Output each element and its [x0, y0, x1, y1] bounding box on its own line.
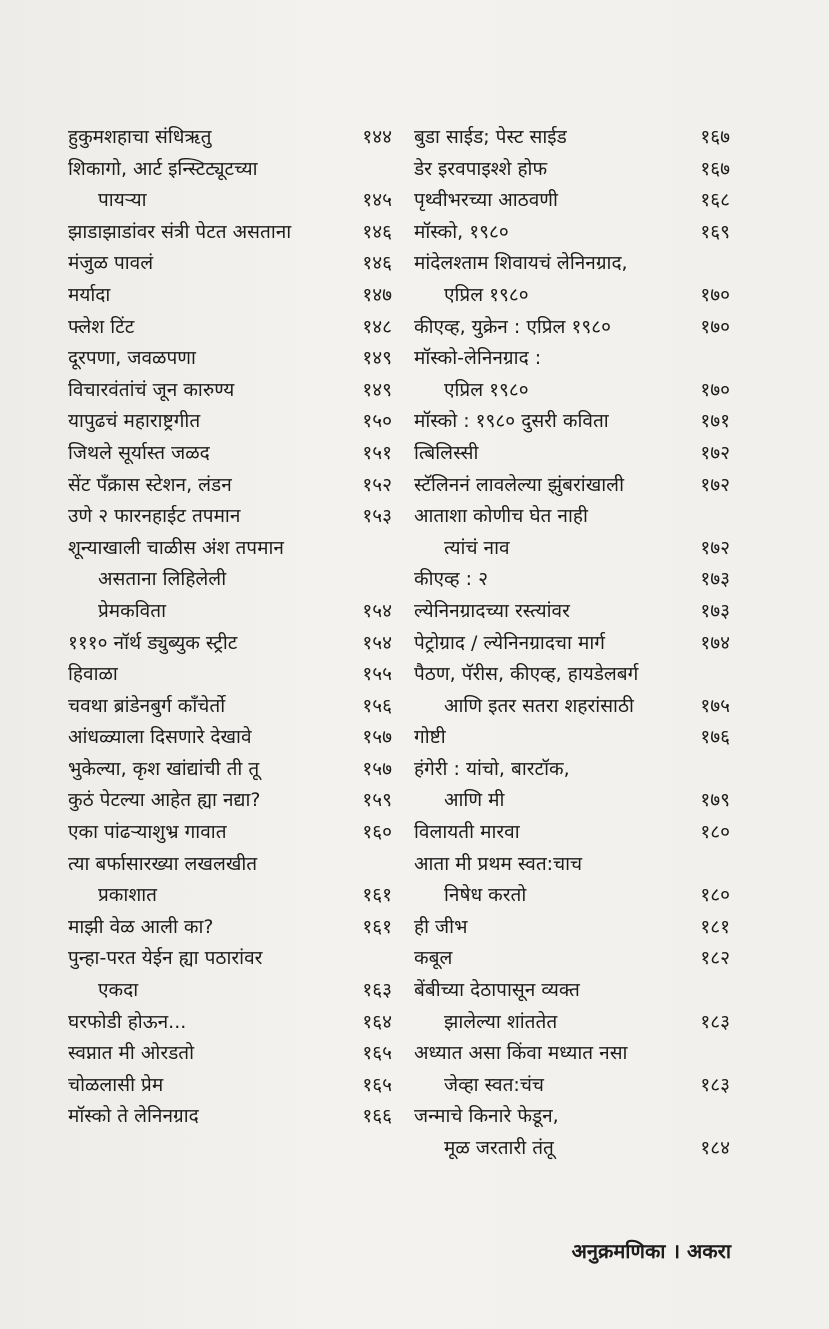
toc-entry — [414, 912, 730, 944]
toc-entry-title: जिथले सूर्यास्त जळद — [68, 441, 210, 464]
toc-entry-page: १५६ — [362, 694, 392, 717]
toc-entry-page: १८० — [700, 821, 730, 844]
toc-entry — [68, 564, 392, 596]
toc-entry-title: स्वप्नात मी ओरडतो — [68, 1042, 195, 1065]
toc-entry — [414, 438, 730, 470]
toc-entry-title: आताशा कोणीच घेत नाही — [414, 505, 588, 528]
toc-entry — [68, 943, 392, 975]
toc-entry-title: शिकागो, आर्ट इन्स्टिट्यूटच्या — [68, 157, 258, 180]
toc-entry-title: जन्माचे किनारे फेडून, — [414, 1105, 559, 1128]
toc-entry-title: झालेल्या शांततेत — [444, 1010, 558, 1033]
toc-entry — [68, 817, 392, 849]
toc-entry-title: अध्यात असा किंवा मध्यात नसा — [414, 1042, 628, 1065]
toc-entry — [68, 122, 392, 154]
toc-entry-title: पेट्रोग्राद / ल्येनिनग्रादचा मार्ग — [414, 631, 605, 654]
toc-entry-title: घरफोडी होऊन... — [68, 1010, 187, 1033]
toc-entry — [414, 1070, 730, 1102]
page-footer: अनुक्रमणिका । अकरा — [571, 1239, 731, 1263]
toc-entry-page: १६५ — [362, 1073, 392, 1096]
toc-entry-page: १४९ — [362, 347, 392, 370]
toc-entry — [414, 470, 730, 502]
toc-entry — [414, 533, 730, 565]
toc-entry-page: १६५ — [362, 1042, 392, 1065]
toc-entry — [68, 312, 392, 344]
toc-entry-page: १६७ — [700, 126, 730, 148]
toc-entry-page: १४५ — [362, 189, 392, 212]
toc-entry-title: जेव्हा स्वत:चंच — [444, 1073, 544, 1096]
toc-entry-page: १५४ — [362, 631, 392, 654]
toc-entry — [68, 722, 392, 754]
toc-entry-page: १४९ — [362, 378, 392, 401]
toc-entry — [414, 691, 730, 723]
toc-entry-title: कबूल — [414, 947, 453, 970]
toc-entry-title: सेंट पँक्रास स्टेशन, लंडन — [68, 473, 232, 496]
toc-entry-title: विचारवंतांचं जून कारुण्य — [68, 378, 235, 401]
toc-entry-title: १११० नॉर्थ ड्युब्युक स्ट्रीट — [68, 631, 238, 654]
toc-entry-page: १५५ — [362, 663, 392, 686]
toc-entry — [414, 880, 730, 912]
toc-entry-page: १७३ — [700, 599, 730, 622]
toc-entry — [414, 375, 730, 407]
toc-entry — [414, 312, 730, 344]
toc-entry-title: त्बिलिस्सी — [414, 441, 479, 464]
toc-entry-title: निषेध करतो — [444, 884, 527, 907]
toc-entry-page: १५७ — [362, 726, 392, 749]
toc-entry — [68, 217, 392, 249]
toc-entry-page: १७१ — [700, 410, 730, 433]
toc-entry — [68, 375, 392, 407]
toc-entry-page: १५२ — [362, 473, 392, 496]
toc-entry — [414, 1101, 730, 1133]
toc-entry — [414, 785, 730, 817]
toc-entry — [68, 1038, 392, 1070]
toc-entry — [68, 501, 392, 533]
toc-entry — [68, 659, 392, 691]
toc-entry-title: मंजुळ पावलं — [68, 252, 154, 275]
toc-entry-page: १५९ — [362, 789, 392, 812]
toc-entry-page: १७५ — [700, 694, 730, 717]
toc-entry — [68, 154, 392, 186]
toc-entry — [68, 596, 392, 628]
toc-entry-title: हुकुमशहाचा संधिऋतु — [68, 126, 212, 148]
toc-entry-title: मांदेलश्ताम शिवायचं लेनिनग्राद, — [414, 252, 628, 275]
toc-entry-title: यापुढचं महाराष्ट्रगीत — [68, 410, 201, 433]
toc-entry-page: १८४ — [700, 1137, 730, 1159]
toc-entry — [68, 975, 392, 1007]
toc-entry — [68, 1101, 392, 1133]
toc-entry-title: हिवाळा — [68, 663, 118, 686]
toc-entry-page: १५३ — [362, 505, 392, 528]
toc-entry-title: कीएव्ह, युक्रेन : एप्रिल १९८० — [414, 315, 611, 338]
toc-entry-title: पुन्हा-परत येईन ह्या पठारांवर — [68, 947, 263, 970]
toc-entry-title: मर्यादा — [68, 283, 111, 306]
toc-entry-title: आणि इतर सतरा शहरांसाठी — [444, 694, 634, 717]
toc-entry-title: स्टॅलिननं लावलेल्या झुंबरांखाली — [414, 473, 624, 496]
toc-entry — [414, 722, 730, 754]
toc-left-column — [68, 122, 392, 1133]
toc-entry — [68, 880, 392, 912]
toc-entry-page: १४८ — [362, 315, 392, 338]
toc-entry-page: १६१ — [362, 884, 392, 907]
toc-entry — [414, 248, 730, 280]
toc-entry-page: १६८ — [700, 189, 730, 212]
toc-entry-title: असताना लिहिलेली — [98, 568, 227, 591]
toc-entry-page: १६१ — [362, 915, 392, 938]
toc-entry-title: एकदा — [98, 979, 139, 1002]
toc-entry — [414, 343, 730, 375]
toc-entry-title: झाडाझाडांवर संत्री पेटत असताना — [68, 220, 292, 243]
toc-entry — [414, 217, 730, 249]
toc-entry — [414, 596, 730, 628]
toc-entry-title: चोळलासी प्रेम — [68, 1073, 164, 1096]
toc-entry-title: त्या बर्फासारख्या लखलखीत — [68, 852, 258, 875]
toc-entry-title: गोष्टी — [414, 726, 446, 749]
toc-entry-title: त्यांचं नाव — [444, 536, 510, 559]
toc-entry-title: पृथ्वीभरच्या आठवणी — [414, 189, 558, 212]
toc-entry-page: १७० — [700, 283, 730, 306]
toc-entry-title: बेंबीच्या देठापासून व्यक्त — [414, 979, 580, 1002]
toc-entry-title: बुडा साईड; पेस्ट साईड — [414, 126, 567, 148]
toc-entry — [414, 975, 730, 1007]
toc-entry-title: हंगेरी : यांचो, बारटॉक, — [414, 757, 570, 780]
toc-entry-title: ही जीभ — [414, 915, 468, 938]
toc-entry — [68, 533, 392, 565]
toc-entry — [414, 1133, 730, 1165]
toc-entry — [68, 280, 392, 312]
toc-entry-page: १८० — [700, 884, 730, 907]
toc-entry — [68, 628, 392, 660]
toc-entry — [414, 754, 730, 786]
toc-entry-title: एप्रिल १९८० — [444, 283, 529, 306]
toc-entry-title: आंधळ्याला दिसणारे देखावे — [68, 726, 252, 749]
toc-entry-page: १७९ — [700, 789, 730, 812]
toc-entry — [68, 1070, 392, 1102]
toc-entry-title: एप्रिल १९८० — [444, 378, 529, 401]
toc-entry — [68, 470, 392, 502]
toc-entry — [414, 943, 730, 975]
toc-entry-title: फ्लेश टिंट — [68, 315, 135, 338]
toc-entry-page: १७२ — [700, 536, 730, 559]
toc-entry — [68, 912, 392, 944]
toc-entry-title: कीएव्ह : २ — [414, 568, 488, 591]
toc-entry-title: मूळ जरतारी तंतू — [444, 1137, 554, 1159]
toc-entry — [414, 564, 730, 596]
toc-entry — [414, 501, 730, 533]
toc-entry-title: भुकेल्या, कृश खांद्यांची ती तू — [68, 757, 260, 780]
toc-entry-page: १४४ — [362, 126, 392, 148]
toc-entry — [68, 406, 392, 438]
toc-entry-title: पैठण, पॅरीस, कीएव्ह, हायडेलबर्ग — [414, 663, 639, 686]
toc-entry — [68, 185, 392, 217]
toc-entry-page: १४७ — [362, 283, 392, 306]
toc-entry-title: उणे २ फारनहाईट तपमान — [68, 505, 241, 528]
toc-entry — [68, 1007, 392, 1039]
toc-entry — [414, 122, 730, 154]
toc-entry-title: पायऱ्या — [98, 189, 147, 212]
toc-entry — [68, 691, 392, 723]
toc-entry — [414, 1007, 730, 1039]
toc-entry-page: १६९ — [700, 220, 730, 243]
toc-right-column — [414, 122, 730, 1165]
toc-entry — [414, 659, 730, 691]
toc-entry-title: आता मी प्रथम स्वत:चाच — [414, 852, 583, 875]
toc-entry-page: १७२ — [700, 441, 730, 464]
toc-entry-page: १८३ — [700, 1010, 730, 1033]
toc-entry-title: विलायती मारवा — [414, 821, 520, 844]
toc-entry-page: १५४ — [362, 599, 392, 622]
toc-entry-page: १७० — [700, 378, 730, 401]
toc-entry — [68, 248, 392, 280]
toc-entry-page: १७२ — [700, 473, 730, 496]
toc-entry-page: १८३ — [700, 1073, 730, 1096]
toc-entry-title: कुठं पेटल्या आहेत ह्या नद्या? — [68, 789, 261, 812]
toc-entry-title: शून्याखाली चाळीस अंश तपमान — [68, 536, 284, 559]
toc-entry-page: १५७ — [362, 757, 392, 780]
toc-entry — [414, 628, 730, 660]
toc-entry-page: १६७ — [700, 157, 730, 180]
toc-entry-page: १७३ — [700, 568, 730, 591]
toc-entry-page: १८१ — [700, 915, 730, 938]
toc-entry — [414, 817, 730, 849]
toc-entry — [414, 849, 730, 881]
toc-entry-page: १६३ — [362, 979, 392, 1002]
toc-entry-title: माझी वेळ आली का? — [68, 915, 214, 938]
toc-entry — [68, 785, 392, 817]
toc-entry-title: दूरपणा, जवळपणा — [68, 347, 196, 370]
toc-entry-page: १६६ — [362, 1105, 392, 1128]
toc-entry-title: चवथा ब्रांडेनबुर्ग काँचेर्तो — [68, 694, 226, 717]
toc-entry-page: १७६ — [700, 726, 730, 749]
toc-entry-title: मॉस्को-लेनिनग्राद : — [414, 347, 542, 370]
toc-entry — [414, 185, 730, 217]
toc-entry — [414, 406, 730, 438]
toc-entry-title: प्रकाशात — [98, 884, 157, 907]
toc-entry-title: मॉस्को : १९८० दुसरी कविता — [414, 410, 609, 433]
toc-entry-page: १४६ — [362, 220, 392, 243]
toc-entry-page: १५० — [362, 410, 392, 433]
toc-entry-title: प्रेमकविता — [98, 599, 167, 622]
toc-entry — [414, 280, 730, 312]
toc-entry — [68, 754, 392, 786]
toc-entry-page: १६४ — [362, 1010, 392, 1033]
toc-entry-page: १५१ — [362, 441, 392, 464]
toc-entry — [414, 154, 730, 186]
toc-entry — [414, 1038, 730, 1070]
toc-entry — [68, 438, 392, 470]
toc-entry-title: डेर इरवपाइश्शे होफ — [414, 157, 548, 180]
toc-entry-page: १६० — [362, 821, 392, 844]
toc-entry-title: मॉस्को ते लेनिनग्राद — [68, 1105, 199, 1128]
toc-entry-page: १७४ — [700, 631, 730, 654]
toc-entry — [68, 849, 392, 881]
toc-entry-page: १४६ — [362, 252, 392, 275]
toc-entry-page: १८२ — [700, 947, 730, 970]
toc-entry-title: ल्येनिनग्रादच्या रस्त्यांवर — [414, 599, 570, 622]
toc-entry-title: मॉस्को, १९८० — [414, 220, 509, 243]
toc-entry-title: आणि मी — [444, 789, 505, 812]
toc-entry-title: एका पांढऱ्याशुभ्र गावात — [68, 821, 227, 844]
toc-entry — [68, 343, 392, 375]
toc-entry-page: १७० — [700, 315, 730, 338]
